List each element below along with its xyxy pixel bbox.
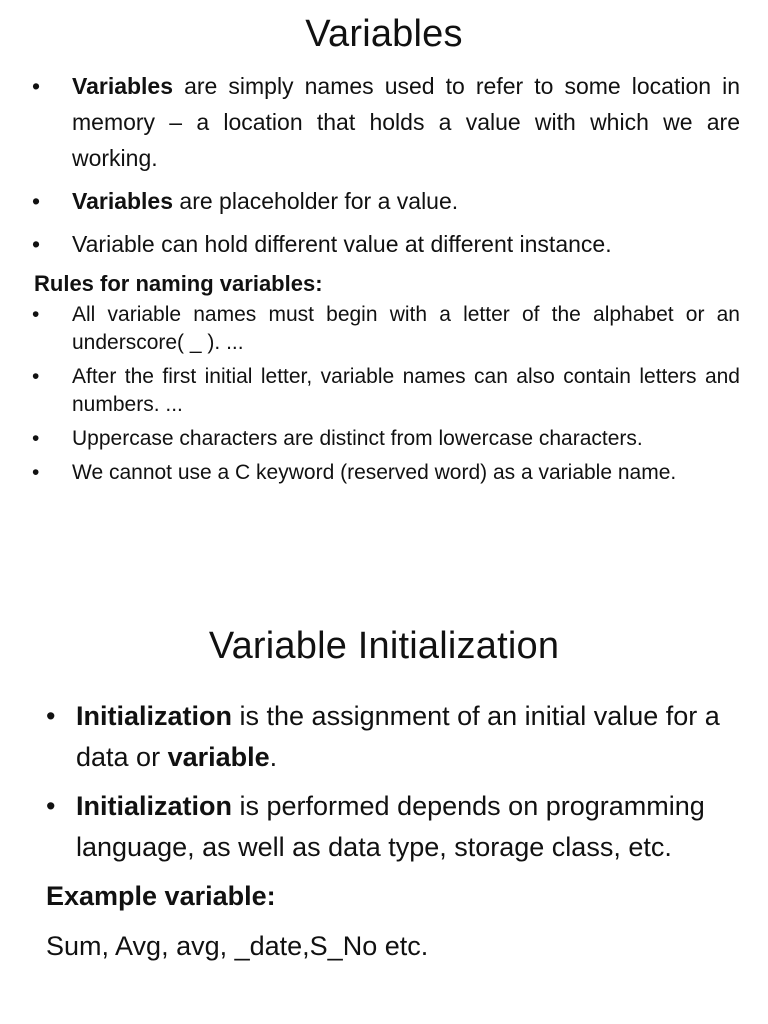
slide-title-initialization: Variable Initialization bbox=[208, 625, 560, 667]
list-item bbox=[32, 363, 740, 419]
bold-term: Initialization bbox=[76, 701, 233, 731]
rules-heading: Rules for naming variables: bbox=[34, 271, 323, 296]
example-heading: Example variable: bbox=[46, 881, 276, 911]
bullet-icon: • bbox=[32, 303, 40, 326]
list-item bbox=[32, 183, 740, 219]
list-item bbox=[32, 459, 740, 487]
bullet-icon: • bbox=[32, 365, 40, 388]
bold-term: Variables bbox=[72, 73, 174, 99]
bold-term: Initialization bbox=[76, 791, 233, 821]
initialization-bullet-list bbox=[0, 696, 768, 868]
bullet-icon: • bbox=[32, 73, 41, 99]
bullet-icon: • bbox=[32, 461, 40, 484]
slide-title-variables: Variables bbox=[305, 13, 463, 55]
bullet-icon: • bbox=[32, 231, 41, 257]
list-item bbox=[32, 425, 740, 453]
list-item bbox=[46, 786, 728, 868]
list-item bbox=[46, 696, 728, 778]
bullet-icon: • bbox=[46, 791, 56, 821]
list-item bbox=[32, 301, 740, 357]
bullet-text: are simply names used to refer to some location in memory – a location that holds a value with which we are working. bbox=[72, 73, 740, 171]
bold-term: variable bbox=[167, 742, 270, 772]
bullet-text: are placeholder for a value. bbox=[173, 188, 459, 214]
bullet-icon: • bbox=[32, 427, 40, 450]
bullet-text: is the assignment of an initial value for a data or bbox=[76, 701, 720, 772]
example-text: Sum, Avg, avg, _date,S_No etc. bbox=[46, 931, 429, 961]
list-item bbox=[32, 226, 740, 262]
slide-variable-initialization bbox=[0, 600, 768, 1024]
bullet-text: is performed depends on programming language, as well as data type, storage class, etc. bbox=[76, 791, 705, 862]
rule-text: We cannot use a C keyword (reserved word) as a variable name. bbox=[72, 461, 677, 484]
variables-bullet-list bbox=[0, 68, 768, 262]
bullet-icon: • bbox=[32, 188, 41, 214]
rule-text: Uppercase characters are distinct from lowercase characters. bbox=[72, 427, 643, 450]
list-item bbox=[32, 68, 740, 176]
bullet-text: Variable can hold different value at different instance. bbox=[72, 231, 612, 257]
bullet-icon: • bbox=[46, 701, 56, 731]
bold-term: Variables bbox=[72, 188, 174, 214]
rule-text: After the first initial letter, variable names can also contain letters and numbers. ... bbox=[72, 365, 740, 416]
bullet-text: . bbox=[269, 742, 278, 772]
rules-bullet-list bbox=[0, 301, 768, 487]
rule-text: All variable names must begin with a letter of the alphabet or an underscore( _ ). ... bbox=[72, 303, 740, 354]
